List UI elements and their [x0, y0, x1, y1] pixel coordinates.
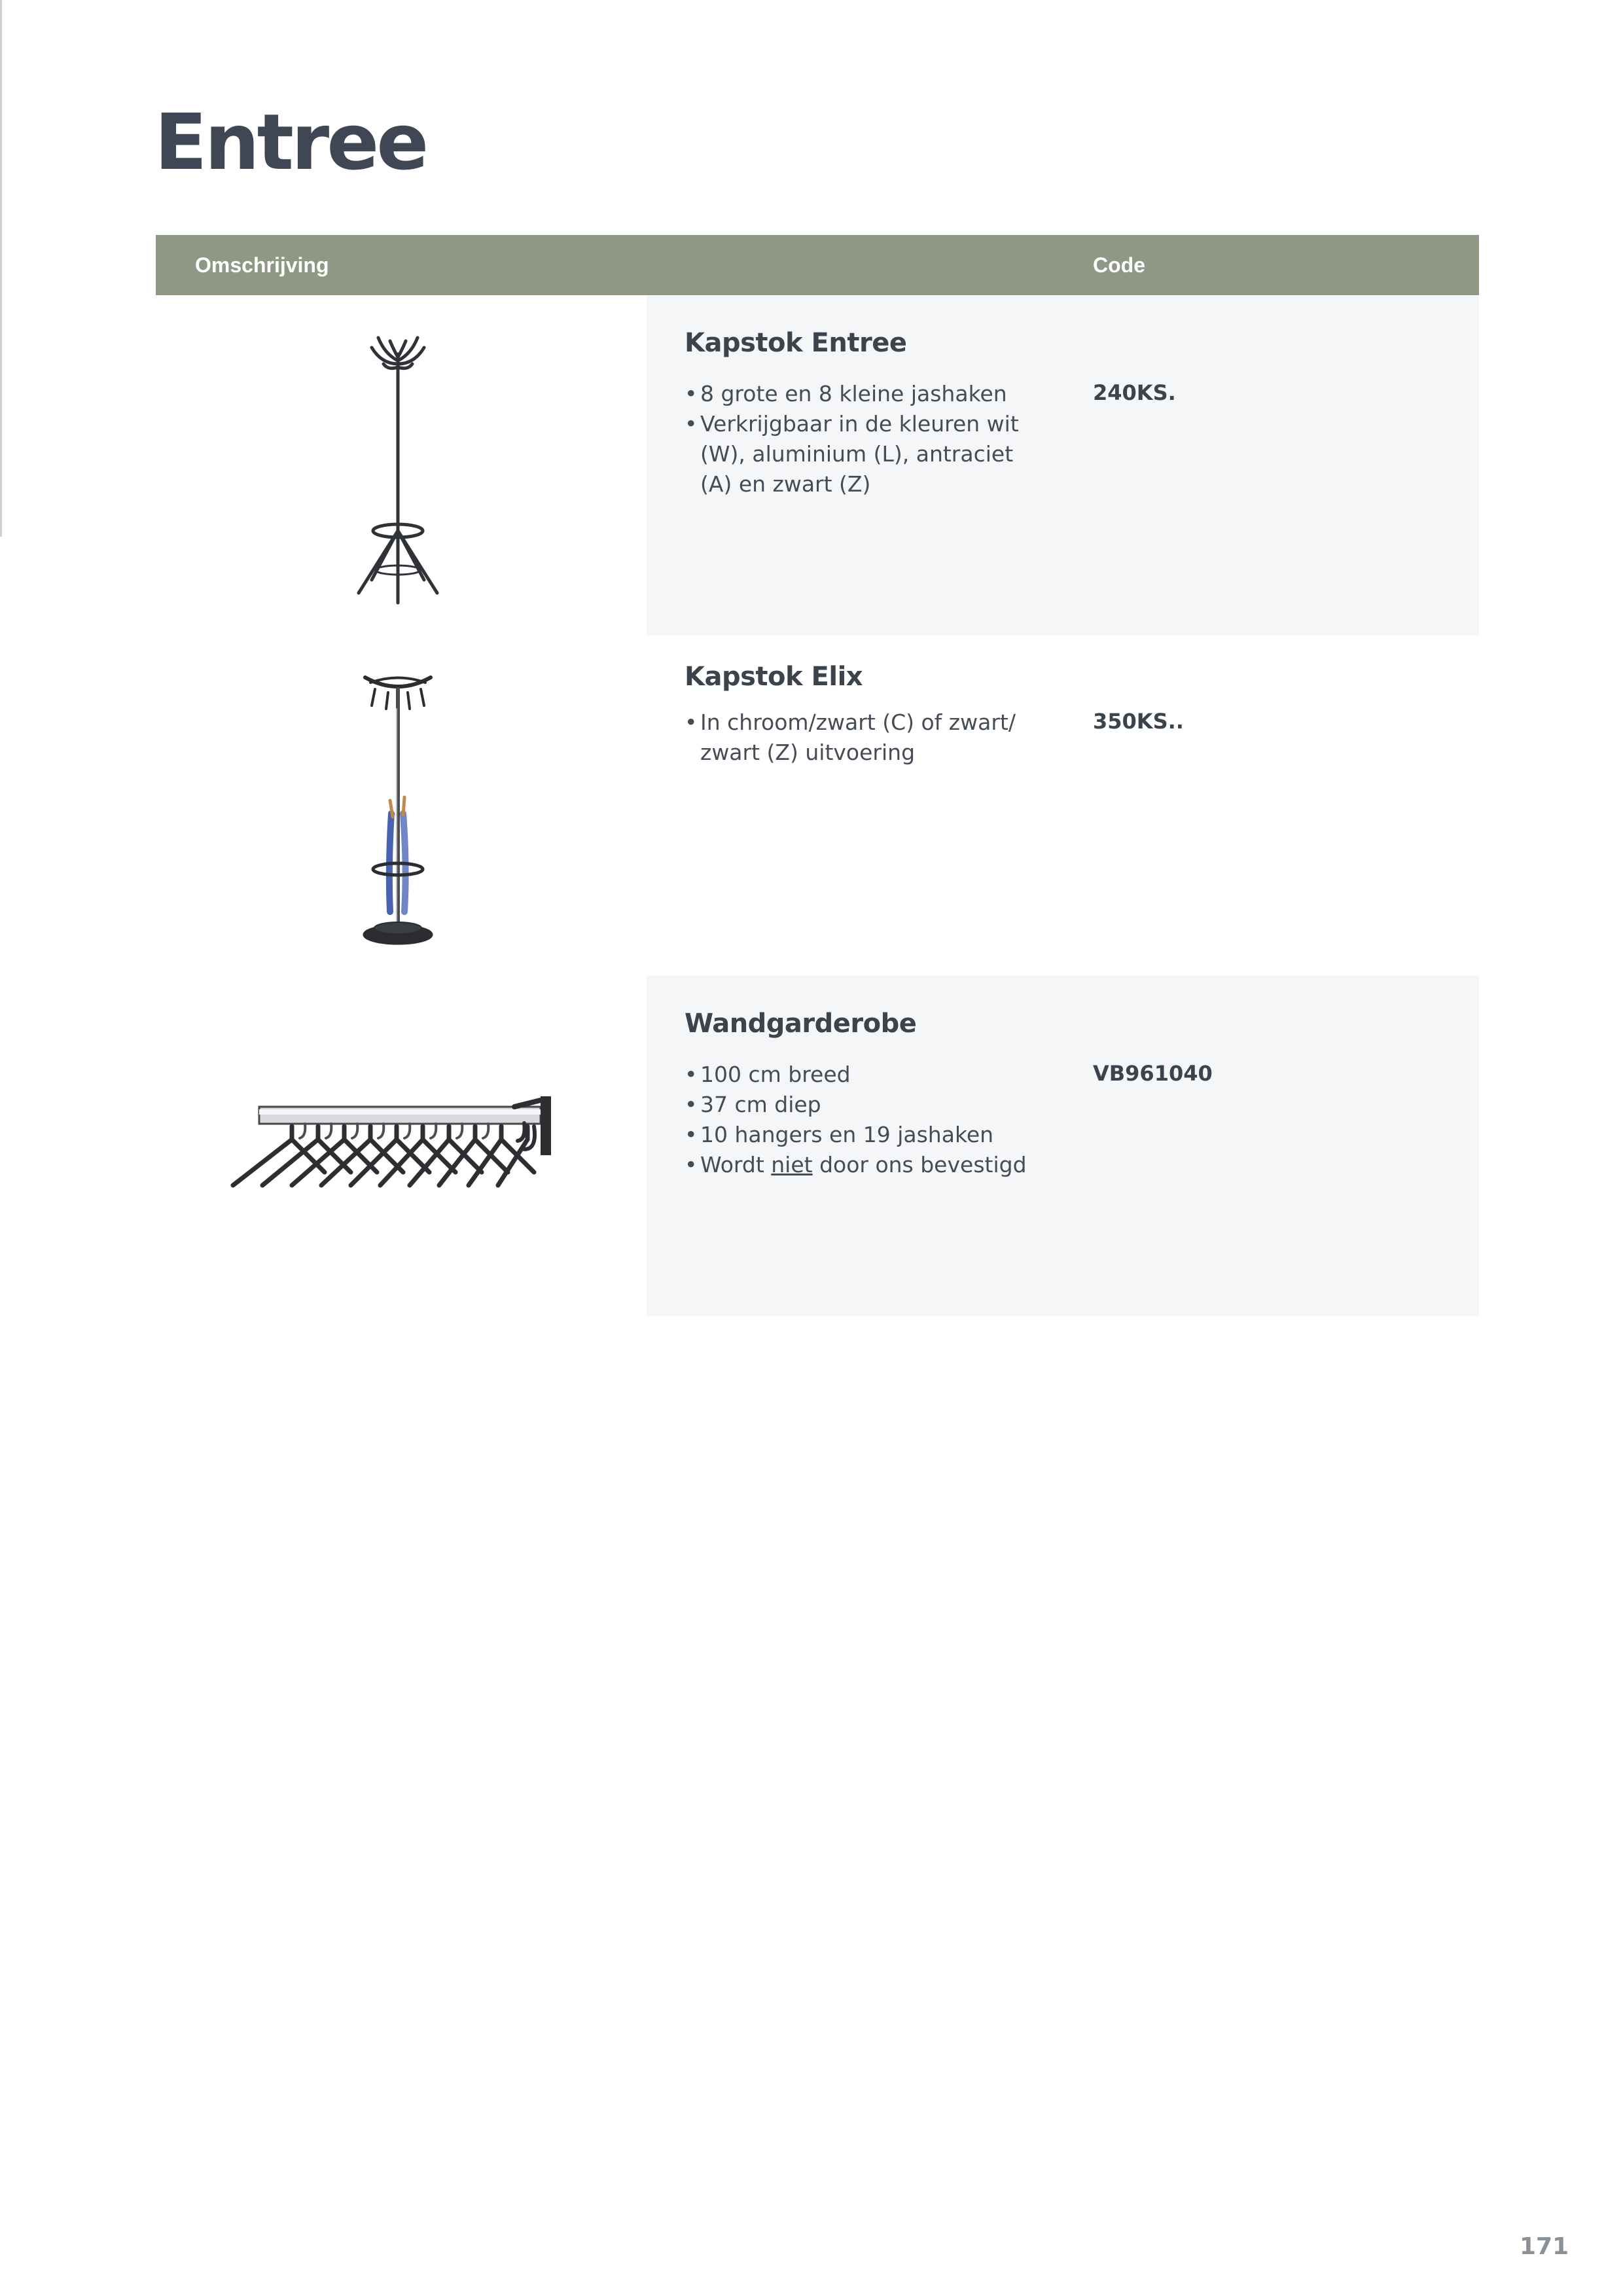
product-image-cell [156, 295, 647, 636]
list-item: • In chroom/zwart (C) of zwart/ zwart (Z) uitvoering [685, 708, 1051, 768]
product-name: Wandgarderobe [685, 1009, 917, 1039]
coat-stand-icon [346, 334, 450, 606]
product-image-cell [156, 636, 647, 976]
page-edge-divider [0, 0, 2, 537]
product-name: Kapstok Elix [685, 662, 863, 692]
product-description-cell [647, 295, 1479, 636]
product-code: VB961040 [1093, 1061, 1213, 1086]
header-description: Omschrijving [195, 253, 329, 277]
product-code: 240KS. [1093, 380, 1176, 405]
list-item: • Verkrijgbaar in de kleuren wit (W), aluminium (L), antraciet (A) en zwart (Z) [685, 409, 1051, 499]
header-code: Code [1093, 253, 1145, 277]
wall-coat-rack-icon [226, 1087, 593, 1211]
coat-stand-umbrella-icon [352, 670, 444, 951]
feature-list [685, 708, 1051, 768]
list-item-text: Wordt [700, 1152, 772, 1177]
list-item [685, 1150, 1051, 1180]
feature-list [685, 379, 1051, 499]
page-title: Entree [154, 97, 427, 187]
table-row [156, 636, 1479, 976]
list-item: • 37 cm diep [685, 1090, 1051, 1120]
list-item: • 8 grote en 8 kleine jashaken [685, 379, 1051, 409]
feature-list [685, 1060, 1051, 1180]
product-name: Kapstok Entree [685, 328, 907, 358]
page-number: 171 [1520, 2233, 1569, 2260]
table-row [156, 295, 1479, 636]
list-item: • 100 cm breed [685, 1060, 1051, 1090]
table-row [156, 976, 1479, 1316]
product-description-cell [647, 976, 1479, 1316]
product-image-cell [156, 976, 647, 1316]
product-code: 350KS.. [1093, 709, 1184, 734]
underlined-word: niet [771, 1152, 813, 1177]
list-item: • 10 hangers en 19 jashaken [685, 1120, 1051, 1150]
table-header [156, 235, 1479, 295]
list-item-text: door ons bevestigd [812, 1152, 1027, 1177]
product-description-cell [647, 636, 1479, 976]
